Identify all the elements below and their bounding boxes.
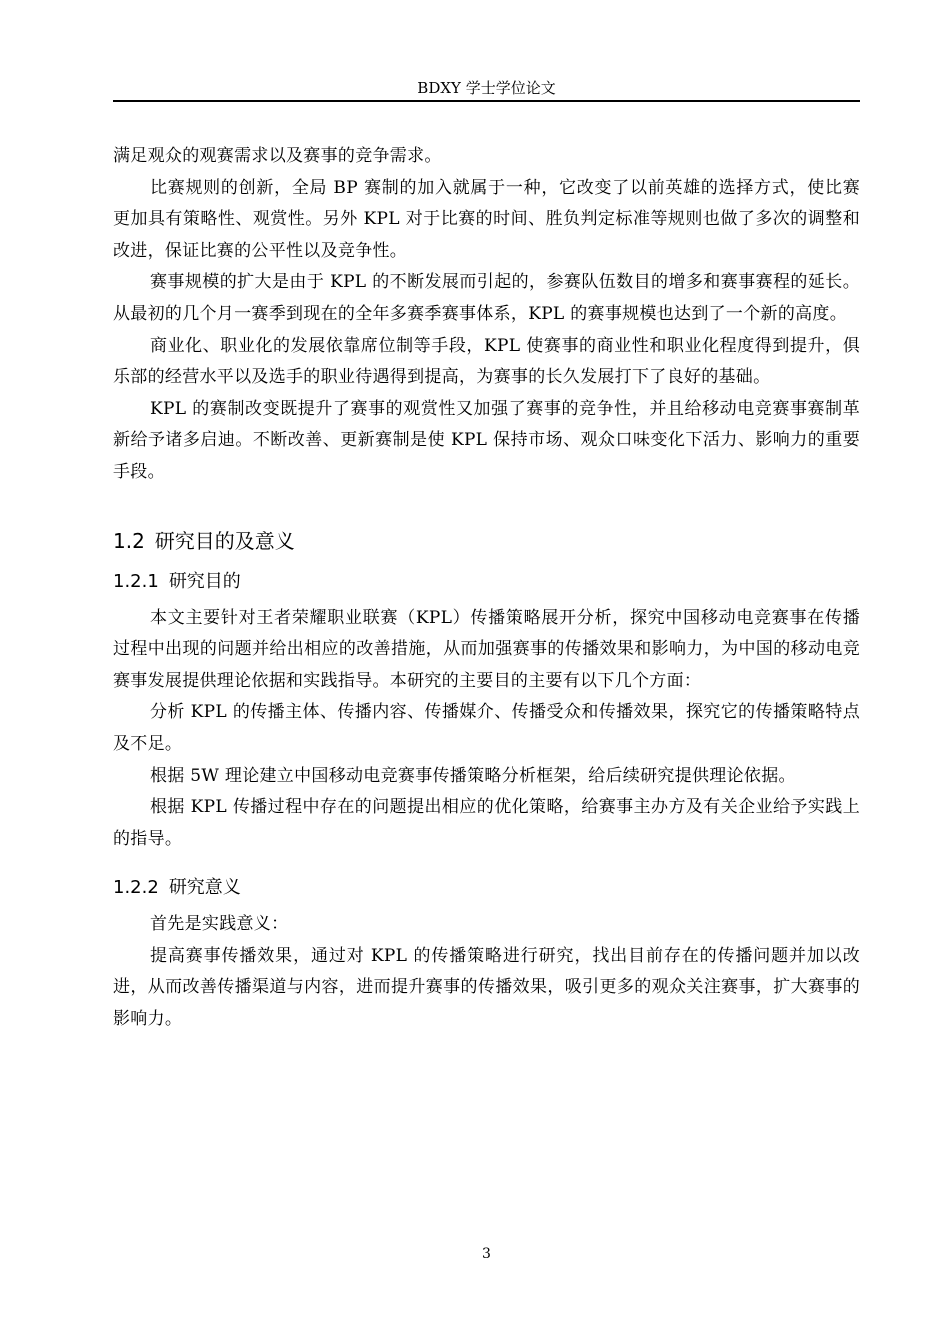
body-paragraph: 分析 KPL 的传播主体、传播内容、传播媒介、传播受众和传播效果，探究它的传播策略特点及不足。: [113, 702, 860, 754]
running-header: BDXY 学士学位论文: [417, 79, 556, 97]
section-title: 研究目的及意义: [154, 528, 295, 553]
subsection-number: 1.2.1: [113, 570, 159, 592]
body-paragraph: 本文主要针对王者荣耀职业联赛（KPL）传播策略展开分析，探究中国移动电竞赛事在传播过程中出现的问题并给出相应的改善措施，从而加强赛事的传播效果和影响力，为中国的移动电竞赛事发展提供理论依据和实践指导。本研究的主要目的主要有以下几个方面：: [113, 607, 860, 691]
page-number: 3: [482, 1246, 491, 1262]
body-paragraph: 商业化、职业化的发展依靠席位制等手段，KPL 使赛事的商业性和职业化程度得到提升，俱乐部的经营水平以及选手的职业待遇得到提高，为赛事的长久发展打下了良好的基础。: [113, 335, 860, 388]
subsection-heading: [113, 569, 860, 595]
subsection-title: 研究目的: [168, 570, 241, 592]
section-number: 1.2: [113, 528, 145, 553]
subsection-heading: [113, 875, 860, 901]
page-body: [113, 141, 860, 1036]
body-paragraph: 满足观众的观赛需求以及赛事的竞争需求。: [113, 146, 442, 166]
body-paragraph: KPL 的赛制改变既提升了赛事的观赏性又加强了赛事的竞争性，并且给移动电竞赛事赛制革新给予诸多启迪。不断改善、更新赛制是使 KPL 保持市场、观众口味变化下活力、影响力的重要手段。: [113, 398, 860, 482]
body-paragraph: 提高赛事传播效果，通过对 KPL 的传播策略进行研究，找出目前存在的传播问题并加以改进，从而改善传播渠道与内容，进而提升赛事的传播效果，吸引更多的观众关注赛事，扩大赛事的影响力。: [113, 945, 860, 1030]
body-paragraph: 比赛规则的创新，全局 BP 赛制的加入就属于一种，它改变了以前英雄的选择方式，使比赛更加具有策略性、观赏性。另外 KPL 对于比赛的时间、胜负判定标准等规则也做了多次的调整和改进，保证比赛的公平性以及竞争性。: [113, 177, 860, 261]
subsection-title: 研究意义: [168, 877, 241, 899]
body-paragraph: 根据 KPL 传播过程中存在的问题提出相应的优化策略，给赛事主办方及有关企业给予实践上的指导。: [113, 797, 860, 849]
body-paragraph: 赛事规模的扩大是由于 KPL 的不断发展而引起的，参赛队伍数目的增多和赛事赛程的延长。从最初的几个月一赛季到现在的全年多赛季赛事体系，KPL 的赛事规模也达到了一个新的高度。: [113, 272, 860, 324]
body-paragraph: 根据 5W 理论建立中国移动电竞赛事传播策略分析框架，给后续研究提供理论依据。: [150, 765, 796, 786]
body-paragraph: 首先是实践意义：: [150, 914, 289, 935]
subsection-number: 1.2.2: [113, 877, 159, 899]
header-divider: [113, 100, 860, 102]
section-heading: [113, 527, 860, 555]
